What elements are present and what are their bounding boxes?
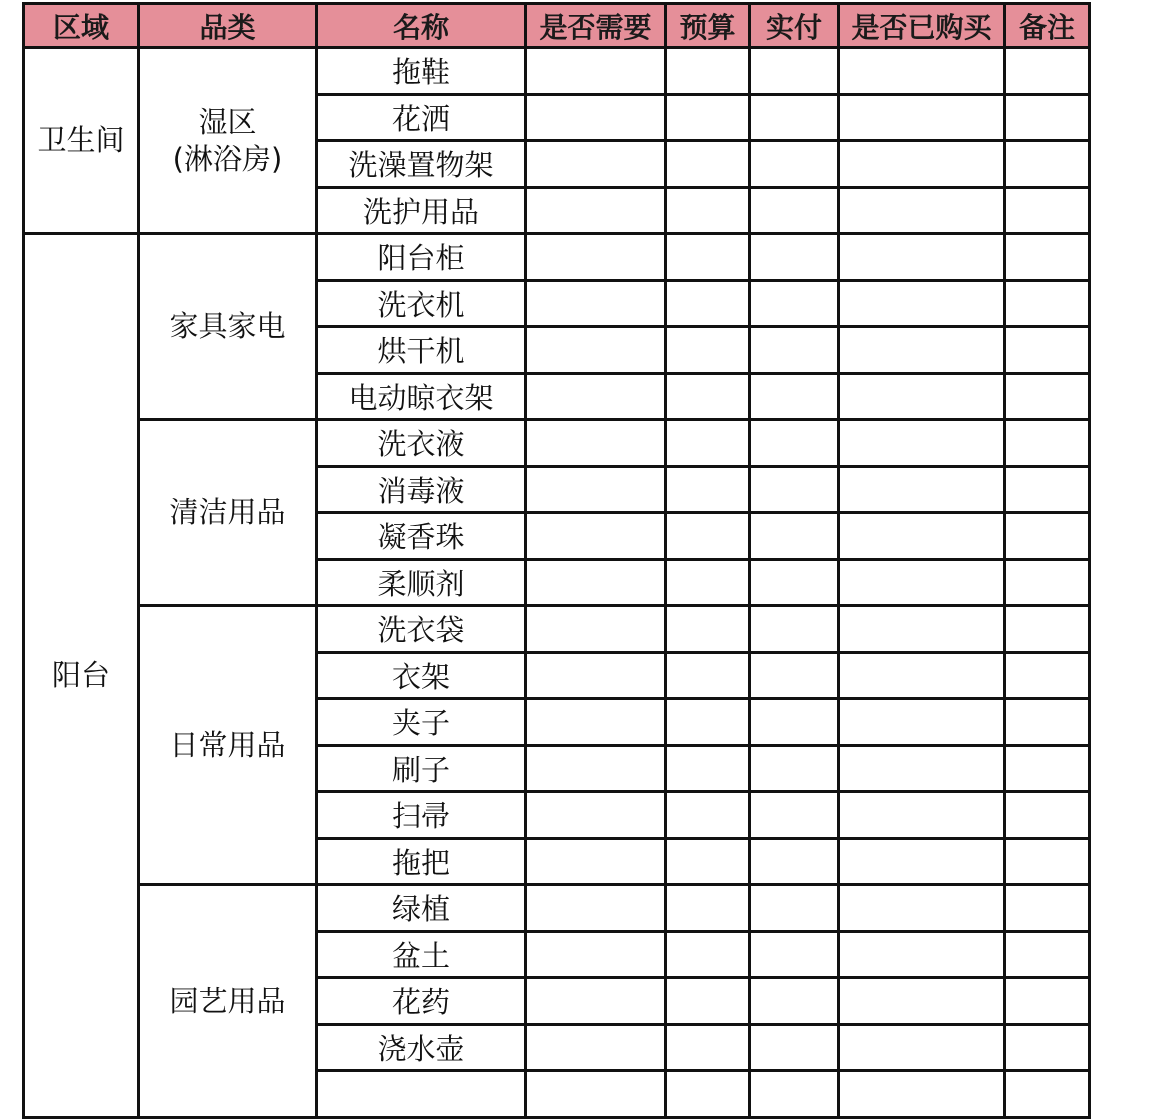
- paid-cell[interactable]: [750, 978, 839, 1025]
- needed-cell[interactable]: [526, 280, 666, 327]
- item-name-cell: 洗护用品: [317, 187, 526, 234]
- purchased-cell[interactable]: [839, 699, 1005, 746]
- budget-cell[interactable]: [666, 792, 750, 839]
- item-name-cell: 阳台柜: [317, 234, 526, 281]
- notes-cell[interactable]: [1005, 652, 1090, 699]
- needed-cell[interactable]: [526, 513, 666, 560]
- needed-cell[interactable]: [526, 792, 666, 839]
- notes-cell[interactable]: [1005, 885, 1090, 932]
- purchased-cell[interactable]: [839, 187, 1005, 234]
- needed-cell[interactable]: [526, 234, 666, 281]
- notes-cell[interactable]: [1005, 559, 1090, 606]
- notes-cell[interactable]: [1005, 280, 1090, 327]
- header-item-name: 名称: [317, 4, 526, 48]
- notes-cell[interactable]: [1005, 838, 1090, 885]
- purchased-cell[interactable]: [839, 931, 1005, 978]
- item-name-cell: 花药: [317, 978, 526, 1025]
- header-area: 区域: [24, 4, 139, 48]
- needed-cell[interactable]: [526, 606, 666, 653]
- item-name-cell: 柔顺剂: [317, 559, 526, 606]
- header-notes: 备注: [1005, 4, 1090, 48]
- table-row: [24, 48, 1090, 95]
- paid-cell[interactable]: [750, 187, 839, 234]
- paid-cell[interactable]: [750, 48, 839, 95]
- budget-cell[interactable]: [666, 327, 750, 374]
- needed-cell[interactable]: [526, 652, 666, 699]
- notes-cell[interactable]: [1005, 373, 1090, 420]
- budget-cell[interactable]: [666, 1024, 750, 1071]
- needed-cell[interactable]: [526, 327, 666, 374]
- item-name-cell: 刷子: [317, 745, 526, 792]
- budget-cell[interactable]: [666, 559, 750, 606]
- category-cell: 清洁用品: [139, 420, 317, 606]
- header-category: 品类: [139, 4, 317, 48]
- needed-cell[interactable]: [526, 420, 666, 467]
- budget-cell[interactable]: [666, 141, 750, 188]
- paid-cell[interactable]: [750, 94, 839, 141]
- purchased-cell[interactable]: [839, 420, 1005, 467]
- paid-cell[interactable]: [750, 931, 839, 978]
- item-name-cell: 烘干机: [317, 327, 526, 374]
- paid-cell[interactable]: [750, 420, 839, 467]
- purchased-cell[interactable]: [839, 48, 1005, 95]
- needed-cell[interactable]: [526, 885, 666, 932]
- category-cell: 家具家电: [139, 234, 317, 420]
- notes-cell[interactable]: [1005, 48, 1090, 95]
- area-cell: 卫生间: [24, 48, 139, 234]
- purchased-cell[interactable]: [839, 1071, 1005, 1118]
- needed-cell[interactable]: [526, 373, 666, 420]
- item-name-cell: [317, 1071, 526, 1118]
- needed-cell[interactable]: [526, 699, 666, 746]
- category-cell: 园艺用品: [139, 885, 317, 1118]
- purchased-cell[interactable]: [839, 466, 1005, 513]
- notes-cell[interactable]: [1005, 327, 1090, 374]
- purchased-cell[interactable]: [839, 652, 1005, 699]
- needed-cell[interactable]: [526, 466, 666, 513]
- item-name-cell: 洗衣液: [317, 420, 526, 467]
- notes-cell[interactable]: [1005, 513, 1090, 560]
- notes-cell[interactable]: [1005, 978, 1090, 1025]
- item-name-cell: 洗衣袋: [317, 606, 526, 653]
- budget-cell[interactable]: [666, 94, 750, 141]
- purchased-cell[interactable]: [839, 94, 1005, 141]
- item-name-cell: 扫帚: [317, 792, 526, 839]
- table-row: [24, 885, 1090, 932]
- notes-cell[interactable]: [1005, 94, 1090, 141]
- notes-cell[interactable]: [1005, 792, 1090, 839]
- needed-cell[interactable]: [526, 745, 666, 792]
- paid-cell[interactable]: [750, 559, 839, 606]
- item-name-cell: 浇水壶: [317, 1024, 526, 1071]
- item-name-cell: 拖鞋: [317, 48, 526, 95]
- budget-cell[interactable]: [666, 420, 750, 467]
- item-name-cell: 洗衣机: [317, 280, 526, 327]
- header-budget: 预算: [666, 4, 750, 48]
- paid-cell[interactable]: [750, 652, 839, 699]
- item-name-cell: 拖把: [317, 838, 526, 885]
- budget-cell[interactable]: [666, 745, 750, 792]
- item-name-cell: 凝香珠: [317, 513, 526, 560]
- needed-cell[interactable]: [526, 838, 666, 885]
- item-name-cell: 绿植: [317, 885, 526, 932]
- notes-cell[interactable]: [1005, 466, 1090, 513]
- budget-cell[interactable]: [666, 699, 750, 746]
- table-row: [24, 420, 1090, 467]
- notes-cell[interactable]: [1005, 1024, 1090, 1071]
- needed-cell[interactable]: [526, 187, 666, 234]
- paid-cell[interactable]: [750, 745, 839, 792]
- header-needed: 是否需要: [526, 4, 666, 48]
- item-name-cell: 盆土: [317, 931, 526, 978]
- budget-cell[interactable]: [666, 466, 750, 513]
- paid-cell[interactable]: [750, 838, 839, 885]
- notes-cell[interactable]: [1005, 141, 1090, 188]
- area-cell: 阳台: [24, 234, 139, 1118]
- category-cell: 湿区 (淋浴房): [139, 48, 317, 234]
- item-name-cell: 电动晾衣架: [317, 373, 526, 420]
- item-name-cell: 花洒: [317, 94, 526, 141]
- paid-cell[interactable]: [750, 606, 839, 653]
- item-name-cell: 夹子: [317, 699, 526, 746]
- purchased-cell[interactable]: [839, 141, 1005, 188]
- budget-cell[interactable]: [666, 280, 750, 327]
- paid-cell[interactable]: [750, 234, 839, 281]
- needed-cell[interactable]: [526, 931, 666, 978]
- budget-cell[interactable]: [666, 931, 750, 978]
- paid-cell[interactable]: [750, 792, 839, 839]
- notes-cell[interactable]: [1005, 420, 1090, 467]
- header-purchased: 是否已购买: [839, 4, 1005, 48]
- purchased-cell[interactable]: [839, 559, 1005, 606]
- item-name-cell: 洗澡置物架: [317, 141, 526, 188]
- category-cell: 日常用品: [139, 606, 317, 885]
- header-paid: 实付: [750, 4, 839, 48]
- paid-cell[interactable]: [750, 327, 839, 374]
- budget-cell[interactable]: [666, 838, 750, 885]
- notes-cell[interactable]: [1005, 187, 1090, 234]
- purchased-cell[interactable]: [839, 280, 1005, 327]
- shopping-checklist-table: [22, 2, 1091, 1119]
- budget-cell[interactable]: [666, 513, 750, 560]
- purchased-cell[interactable]: [839, 792, 1005, 839]
- paid-cell[interactable]: [750, 1071, 839, 1118]
- purchased-cell[interactable]: [839, 885, 1005, 932]
- purchased-cell[interactable]: [839, 513, 1005, 560]
- notes-cell[interactable]: [1005, 931, 1090, 978]
- needed-cell[interactable]: [526, 141, 666, 188]
- table-body: [24, 48, 1090, 1118]
- budget-cell[interactable]: [666, 234, 750, 281]
- notes-cell[interactable]: [1005, 745, 1090, 792]
- budget-cell[interactable]: [666, 48, 750, 95]
- needed-cell[interactable]: [526, 1071, 666, 1118]
- table-row: [24, 606, 1090, 653]
- budget-cell[interactable]: [666, 187, 750, 234]
- item-name-cell: 衣架: [317, 652, 526, 699]
- needed-cell[interactable]: [526, 48, 666, 95]
- notes-cell[interactable]: [1005, 1071, 1090, 1118]
- purchased-cell[interactable]: [839, 978, 1005, 1025]
- purchased-cell[interactable]: [839, 373, 1005, 420]
- purchased-cell[interactable]: [839, 745, 1005, 792]
- budget-cell[interactable]: [666, 1071, 750, 1118]
- paid-cell[interactable]: [750, 513, 839, 560]
- notes-cell[interactable]: [1005, 234, 1090, 281]
- notes-cell[interactable]: [1005, 606, 1090, 653]
- header-row: [24, 4, 1090, 48]
- purchased-cell[interactable]: [839, 606, 1005, 653]
- needed-cell[interactable]: [526, 559, 666, 606]
- table-row: [24, 234, 1090, 281]
- paid-cell[interactable]: [750, 885, 839, 932]
- needed-cell[interactable]: [526, 978, 666, 1025]
- budget-cell[interactable]: [666, 885, 750, 932]
- needed-cell[interactable]: [526, 94, 666, 141]
- paid-cell[interactable]: [750, 373, 839, 420]
- paid-cell[interactable]: [750, 699, 839, 746]
- item-name-cell: 消毒液: [317, 466, 526, 513]
- budget-cell[interactable]: [666, 978, 750, 1025]
- paid-cell[interactable]: [750, 466, 839, 513]
- paid-cell[interactable]: [750, 1024, 839, 1071]
- budget-cell[interactable]: [666, 652, 750, 699]
- purchased-cell[interactable]: [839, 838, 1005, 885]
- purchased-cell[interactable]: [839, 1024, 1005, 1071]
- budget-cell[interactable]: [666, 606, 750, 653]
- needed-cell[interactable]: [526, 1024, 666, 1071]
- paid-cell[interactable]: [750, 280, 839, 327]
- paid-cell[interactable]: [750, 141, 839, 188]
- purchased-cell[interactable]: [839, 234, 1005, 281]
- budget-cell[interactable]: [666, 373, 750, 420]
- purchased-cell[interactable]: [839, 327, 1005, 374]
- notes-cell[interactable]: [1005, 699, 1090, 746]
